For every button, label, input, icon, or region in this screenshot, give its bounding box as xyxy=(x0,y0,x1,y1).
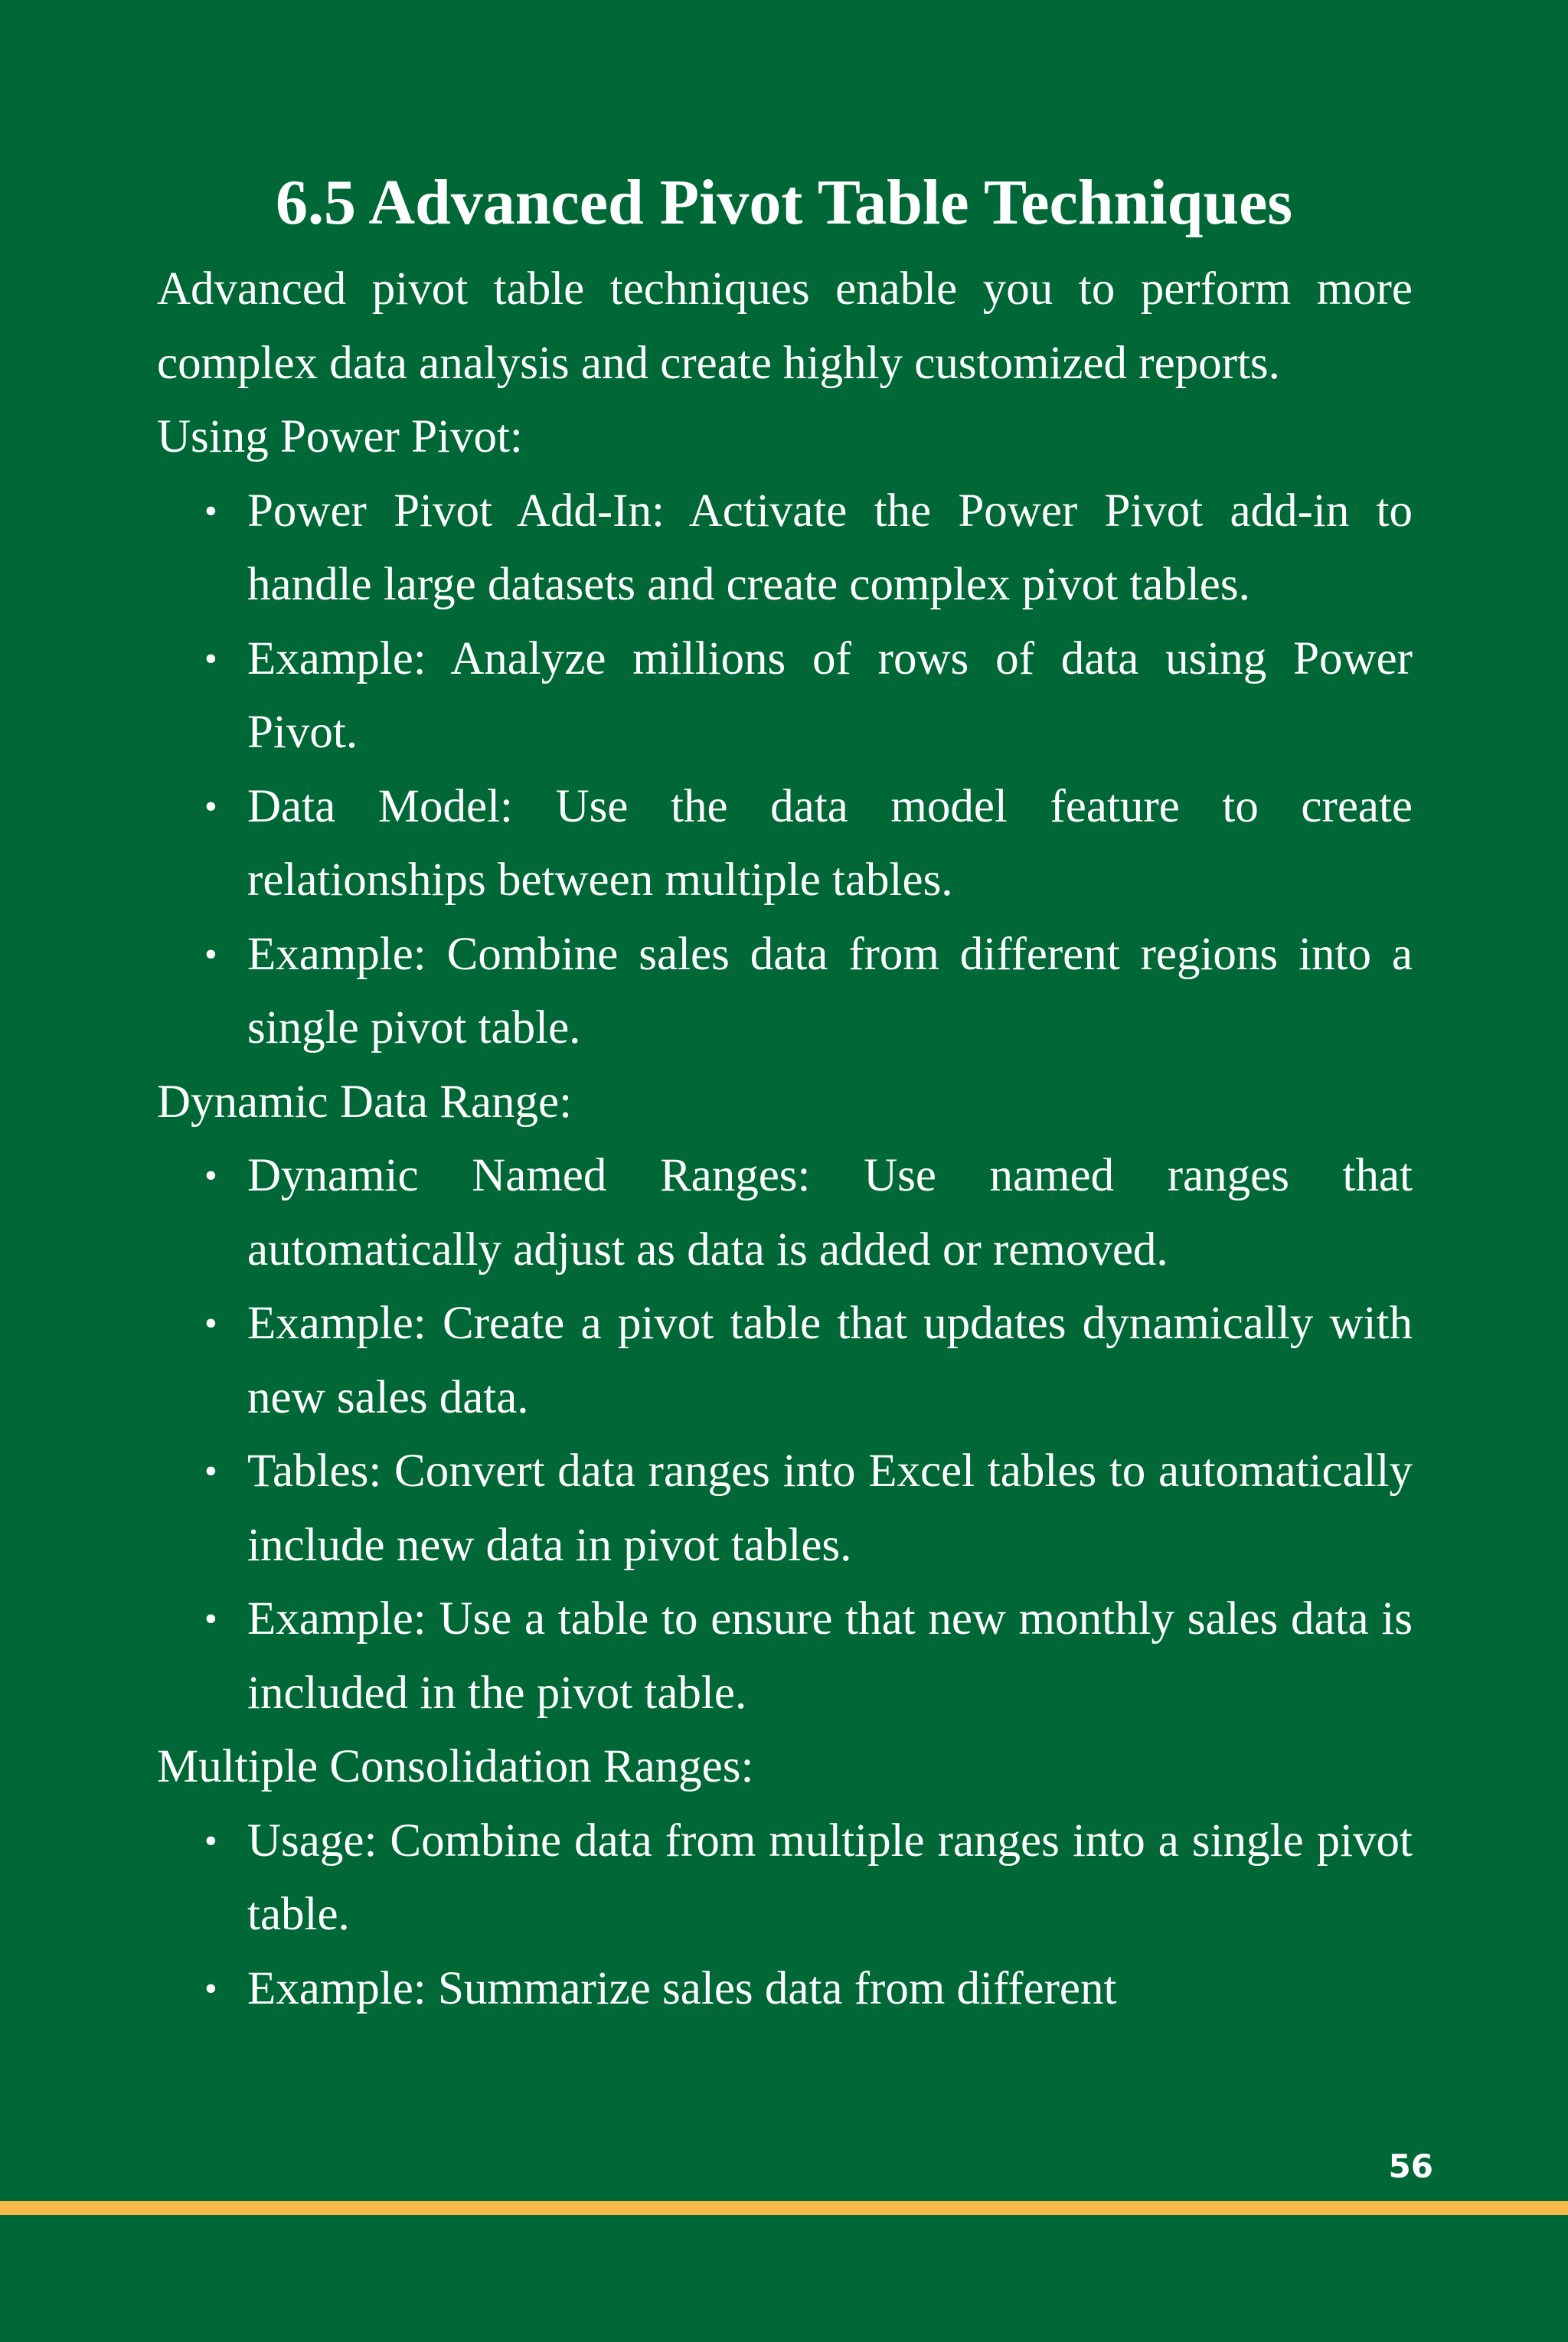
section-heading: Using Power Pivot: xyxy=(157,411,523,462)
bullet-icon: • xyxy=(204,638,217,679)
list-item xyxy=(157,1583,1413,1730)
footer-rule xyxy=(0,2201,1568,2215)
page-title: 6.5 Advanced Pivot Table Techniques xyxy=(275,167,1293,238)
section-heading: Multiple Consolidation Ranges: xyxy=(157,1741,754,1792)
bullet-icon: • xyxy=(204,1303,217,1344)
bullet-icon: • xyxy=(204,1155,217,1196)
bullet-icon: • xyxy=(204,786,217,827)
bullet-list xyxy=(157,1139,1413,1730)
list-item xyxy=(157,770,1413,918)
list-item-text: Data Model: Use the data model feature to create relationships between multiple tables. xyxy=(247,780,1413,906)
bullet-icon: • xyxy=(204,1599,217,1639)
bullet-list xyxy=(157,475,1413,1066)
list-item-text: Usage: Combine data from multiple ranges into a single pivot table. xyxy=(247,1814,1413,1940)
bullet-list xyxy=(157,1805,1413,2027)
list-item-text: Example: Create a pivot table that updates dynamically with new sales data. xyxy=(247,1298,1413,1423)
list-item-text: Example: Use a table to ensure that new monthly sales data is included in the pivot table. xyxy=(247,1593,1413,1719)
intro-paragraph: Advanced pivot table techniques enable you to perform more complex data analysis and create highly customized reports. xyxy=(157,263,1413,389)
bullet-icon: • xyxy=(204,933,217,975)
bullet-icon: • xyxy=(204,490,217,531)
list-item xyxy=(157,622,1413,770)
list-item-text: Example: Analyze millions of rows of data using Power Pivot. xyxy=(247,632,1413,758)
section-power-pivot xyxy=(157,400,1413,1066)
list-item xyxy=(157,1435,1413,1583)
page-number: 56 xyxy=(1388,2148,1433,2185)
bullet-icon: • xyxy=(204,1968,217,2009)
list-item-text: Example: Summarize sales data from different xyxy=(247,1962,1117,2014)
list-item-text: Dynamic Named Ranges: Use named ranges that automatically adjust as data is added or removed. xyxy=(247,1150,1413,1276)
list-item xyxy=(157,1805,1413,1952)
list-item xyxy=(157,1287,1413,1435)
list-item-text: Tables: Convert data ranges into Excel tables to automatically include new data in pivot tables. xyxy=(247,1445,1413,1571)
list-item xyxy=(157,918,1413,1066)
list-item xyxy=(157,1139,1413,1287)
section-dynamic-data-range xyxy=(157,1066,1413,1731)
list-item-text: Example: Combine sales data from different regions into a single pivot table. xyxy=(247,928,1413,1053)
section-multiple-consolidation-ranges xyxy=(157,1730,1413,2026)
list-item-text: Power Pivot Add-In: Activate the Power Pivot add-in to handle large datasets and create complex pivot tables. xyxy=(247,485,1413,610)
list-item xyxy=(157,475,1413,622)
body-text xyxy=(157,253,1413,2026)
bullet-icon: • xyxy=(204,1820,217,1861)
list-item xyxy=(157,1952,1413,2027)
section-heading: Dynamic Data Range: xyxy=(157,1076,573,1128)
bullet-icon: • xyxy=(204,1451,217,1491)
